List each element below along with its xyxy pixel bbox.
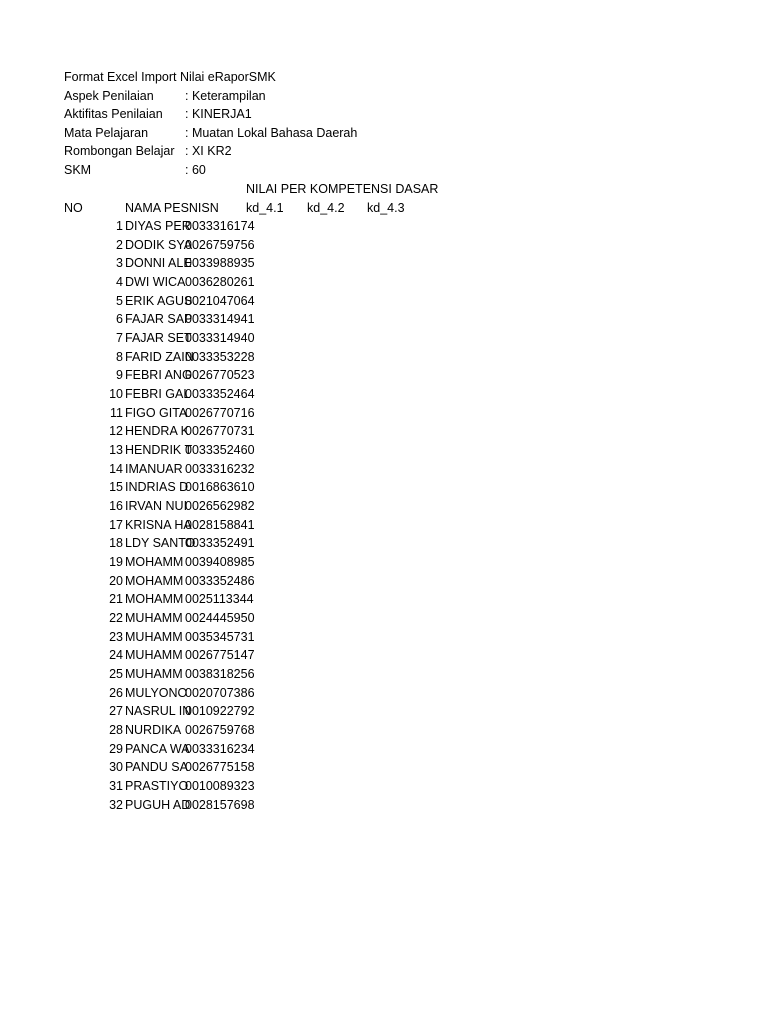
student-name: MUHAMM — [125, 648, 183, 663]
table-row — [0, 796, 768, 814]
student-nisn: 0033314941 — [185, 312, 255, 327]
row-number: 11 — [110, 405, 123, 420]
table-row — [0, 273, 768, 291]
info-value-aspek: : Keterampilan — [185, 89, 266, 103]
info-label-aktifitas: Aktifitas Penilaian — [64, 107, 163, 121]
student-name: HENDRIK T — [125, 442, 193, 457]
table-row — [0, 646, 768, 664]
student-name: LDY SANTO — [125, 536, 196, 551]
table-row — [0, 460, 768, 478]
student-name: FAJAR SAP — [125, 312, 193, 327]
table-row — [0, 534, 768, 552]
table-row — [0, 553, 768, 571]
student-name: PANDU SA — [125, 760, 188, 775]
student-nisn: 0026759768 — [185, 722, 255, 737]
table-row — [0, 665, 768, 683]
info-label-mapel: Mata Pelajaran — [64, 126, 149, 140]
student-nisn: 0038318256 — [185, 666, 255, 681]
student-nisn: 0010922792 — [185, 704, 255, 719]
group-header-row — [0, 180, 768, 198]
row-number: 15 — [109, 480, 123, 495]
student-nisn: 0026562982 — [185, 498, 255, 513]
table-row — [0, 684, 768, 702]
table-row — [0, 441, 768, 459]
student-nisn: 0026770731 — [185, 424, 255, 439]
info-row — [0, 142, 768, 160]
row-number: 19 — [109, 554, 123, 569]
row-number: 10 — [109, 386, 123, 401]
info-row — [0, 161, 768, 179]
row-number: 12 — [109, 424, 123, 439]
student-nisn: 0033352464 — [185, 386, 255, 401]
column-header-row — [0, 199, 768, 217]
student-nisn: 0033988935 — [185, 256, 255, 271]
table-row — [0, 777, 768, 795]
student-name: FEBRI ANG — [125, 368, 192, 383]
info-row — [0, 124, 768, 142]
student-nisn: 0024445950 — [185, 610, 255, 625]
student-name: FEBRI GAL — [125, 386, 191, 401]
row-number: 1 — [116, 219, 123, 233]
table-row — [0, 628, 768, 646]
student-name: IRVAN NUI — [125, 498, 188, 513]
row-number: 13 — [109, 442, 123, 457]
student-name: MULYONO — [125, 685, 188, 700]
student-nisn: 0033353228 — [185, 349, 255, 364]
table-row — [0, 310, 768, 328]
row-number: 6 — [116, 312, 123, 327]
table-row — [0, 236, 768, 254]
column-header-kd-4-3: kd_4.3 — [367, 201, 405, 215]
sheet-title: Format Excel Import Nilai eRaporSMK — [64, 70, 276, 84]
table-row — [0, 702, 768, 720]
row-number: 16 — [109, 498, 123, 513]
student-name: MUHAMM — [125, 629, 183, 644]
info-label-skm: SKM — [64, 163, 92, 177]
row-number: 31 — [109, 778, 123, 793]
row-number: 17 — [109, 517, 123, 532]
table-row — [0, 740, 768, 758]
table-row — [0, 478, 768, 496]
student-name: DONNI ALE — [125, 256, 192, 271]
table-row — [0, 758, 768, 776]
student-nisn: 0026775147 — [185, 648, 255, 663]
student-name: PUGUH AD — [125, 797, 191, 812]
row-number: 28 — [109, 722, 123, 737]
column-header-no: NO — [64, 201, 83, 215]
row-number: 9 — [116, 368, 123, 383]
student-nisn: 0039408985 — [185, 554, 255, 569]
student-nisn: 0010089323 — [185, 778, 255, 793]
table-row — [0, 572, 768, 590]
student-name: KRISNA HA — [125, 517, 192, 532]
table-row — [0, 422, 768, 440]
student-nisn: 0020707386 — [185, 685, 255, 700]
row-number: 4 — [116, 275, 123, 289]
table-row — [0, 497, 768, 515]
student-nisn: 0025113344 — [185, 592, 254, 607]
student-name: NASRUL IN — [125, 704, 192, 719]
student-name: DODIK SYA — [125, 237, 193, 252]
student-nisn: 0028158841 — [185, 517, 255, 532]
row-number: 30 — [109, 760, 123, 775]
row-number: 8 — [116, 349, 123, 364]
table-row — [0, 254, 768, 272]
row-number: 23 — [109, 629, 123, 644]
table-row — [0, 292, 768, 310]
student-nisn: 0026775158 — [185, 760, 255, 775]
row-number: 3 — [116, 256, 123, 271]
row-number: 21 — [109, 592, 123, 607]
student-name: HENDRA K — [125, 424, 189, 439]
student-name: PANCA WA — [125, 741, 190, 756]
table-row — [0, 609, 768, 627]
table-row — [0, 404, 768, 422]
info-value-skm: : 60 — [185, 163, 206, 177]
student-name: MOHAMM — [125, 554, 184, 569]
info-value-rombel: : XI KR2 — [185, 144, 232, 158]
row-number: 20 — [109, 573, 123, 588]
row-number: 5 — [116, 293, 123, 308]
table-row — [0, 217, 768, 235]
student-nisn: 0033352491 — [185, 536, 255, 551]
student-name: MOHAMM — [125, 573, 184, 588]
student-nisn: 0026770716 — [185, 405, 255, 420]
student-nisn: 0026770523 — [185, 368, 255, 383]
student-name: IMANUAR — [125, 461, 183, 476]
student-nisn: 0036280261 — [185, 275, 255, 289]
student-nisn: 0021047064 — [185, 293, 255, 308]
table-row — [0, 385, 768, 403]
student-nisn: 0033316234 — [185, 741, 255, 756]
info-value-mapel: : Muatan Lokal Bahasa Daerah — [185, 126, 358, 140]
info-label-aspek: Aspek Penilaian — [64, 89, 154, 103]
table-row — [0, 366, 768, 384]
student-name: PRASTIYO — [125, 778, 189, 793]
student-name: INDRIAS D — [125, 480, 189, 495]
student-nisn: 0035345731 — [185, 629, 255, 644]
student-nisn: 0033314940 — [185, 331, 255, 345]
row-number: 26 — [109, 685, 123, 700]
table-row — [0, 329, 768, 347]
student-name: ERIK AGUS — [125, 293, 193, 308]
student-nisn: 0033352486 — [185, 573, 255, 588]
nilai-group-header: NILAI PER KOMPETENSI DASAR — [246, 182, 439, 196]
student-name: FIGO GITA — [125, 405, 188, 420]
student-nisn: 0016863610 — [185, 480, 255, 495]
student-name: NURDIKA — [125, 722, 182, 737]
student-name: MOHAMM — [125, 592, 184, 607]
student-nisn: 0033316174 — [185, 219, 255, 233]
column-header-nama-nisn: NAMA PESNISN — [125, 201, 219, 215]
row-number: 27 — [109, 704, 123, 719]
column-header-kd-4-2: kd_4.2 — [307, 201, 345, 215]
row-number: 32 — [109, 797, 123, 812]
student-name: DIYAS PER — [125, 219, 191, 233]
table-row — [0, 590, 768, 608]
student-name: FAJAR SET — [125, 331, 192, 345]
student-nisn: 0028157698 — [185, 797, 255, 812]
info-row — [0, 87, 768, 105]
student-name: FARID ZAIN — [125, 349, 194, 364]
row-number: 29 — [109, 741, 123, 756]
row-number: 25 — [109, 666, 123, 681]
info-row — [0, 105, 768, 123]
info-value-aktifitas: : KINERJA1 — [185, 107, 252, 121]
row-number: 22 — [109, 610, 123, 625]
student-name: MUHAMM — [125, 610, 183, 625]
student-nisn: 0026759756 — [185, 237, 255, 252]
table-row — [0, 516, 768, 534]
row-number: 14 — [109, 461, 123, 476]
student-name: MUHAMM — [125, 666, 183, 681]
student-nisn: 0033316232 — [185, 461, 255, 476]
row-number: 7 — [116, 331, 123, 345]
table-row — [0, 721, 768, 739]
title-row — [0, 68, 768, 86]
student-nisn: 0033352460 — [185, 442, 255, 457]
info-label-rombel: Rombongan Belajar — [64, 144, 175, 158]
row-number: 24 — [109, 648, 123, 663]
student-name: DWI WICA — [125, 275, 186, 289]
row-number: 2 — [116, 237, 123, 252]
row-number: 18 — [109, 536, 123, 551]
table-row — [0, 348, 768, 366]
column-header-kd-4-1: kd_4.1 — [246, 201, 284, 215]
